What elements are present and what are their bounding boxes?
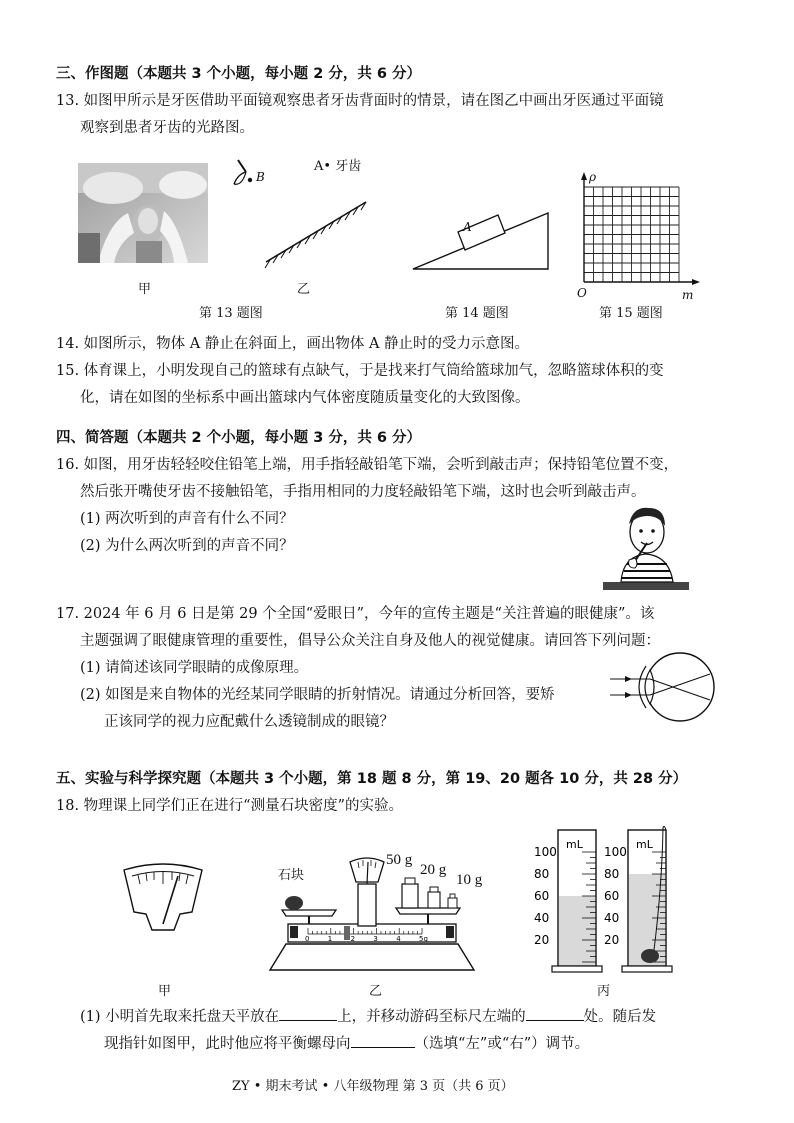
cylinder-tick-label: 100: [534, 845, 557, 859]
q18-label-bing: 丙: [597, 984, 611, 999]
q18-sub1-part-c: 处。随后发: [583, 1009, 657, 1025]
q16-boy-pencil-illustration: [603, 498, 689, 590]
q18-sub1-line1: [80, 1005, 656, 1026]
q16-sub2: (2) 为什么两次听到的声音不同？: [80, 538, 294, 554]
q14-caption: 第 14 题图: [445, 306, 509, 321]
q14-text: 14. 如图所示，物体 A 静止在斜面上，画出物体 A 静止时的受力示意图。: [56, 336, 530, 352]
q18-sub1-part-a: (1) 小明首先取来托盘天平放在: [80, 1009, 280, 1025]
q16-text-line2: 然后张开嘴使牙齿不接触铅笔，手指用相同的力度轻敲铅笔下端，这时也会听到敲击声。: [80, 484, 646, 500]
q18-weight-20g: 20 g: [420, 862, 447, 878]
q18-sub1-part-b: 上，并移动游码至标尺左端的: [337, 1009, 526, 1025]
q18-sub1-line2: [104, 1032, 589, 1053]
q18-weight-50g: 50 g: [386, 852, 413, 868]
cylinder-tick-label: 60: [534, 889, 550, 903]
q18-blank-direction[interactable]: [351, 1033, 415, 1048]
balance-scale-tick-label: 3: [373, 935, 378, 943]
q18-label-jia: 甲: [158, 984, 172, 999]
q18-text: 18. 物理课上同学们正在进行“测量石块密度”的实验。: [56, 798, 403, 814]
q17-sub2-line2: 正该同学的视力应配戴什么透镜制成的眼镜？: [104, 714, 394, 730]
q18-blank-surface[interactable]: [279, 1006, 337, 1021]
q15-text-line1: 15. 体育课上，小明发现自己的篮球有点缺气，于是找来打气筒给篮球加气，忽略篮球体积的变: [56, 363, 664, 379]
q13-label-yi: 乙: [297, 282, 311, 297]
q15-text-line2: 化，请在如图的坐标系中画出篮球内气体密度随质量变化的大致图像。: [80, 390, 530, 406]
q17-text-line1: 17. 2024 年 6 月 6 日是第 29 个全国“爱眼日”，今年的宣传主题是“关注普遍的眼健康”。该: [56, 606, 655, 622]
cylinder-tick-label: 60: [604, 889, 620, 903]
q13-text-line1: 13. 如图甲所示是牙医借助平面镜观察患者牙齿背面时的情景，请在图乙中画出牙医通过平面镜: [56, 93, 664, 109]
q13-point-b-label: B: [256, 170, 265, 184]
q15-axis-rho: ρ: [589, 170, 597, 184]
q18-sub1-part-e: （选填“左”或“右”）调节。: [414, 1036, 590, 1052]
cylinder-tick-label: 20: [604, 933, 620, 947]
q17-eye-refraction-diagram: [610, 648, 716, 726]
q18-blank-zero-mark[interactable]: [526, 1006, 584, 1021]
q18-weight-10g: 10 g: [456, 872, 483, 888]
q13-dentist-photo: [78, 163, 208, 263]
q14-incline-diagram: [408, 205, 553, 273]
q18-sub1-part-d: 现指针如图甲，此时他应将平衡螺母向: [104, 1036, 351, 1052]
q16-sub1: (1) 两次听到的声音有什么不同？: [80, 511, 294, 527]
cylinder-tick-label: 80: [604, 867, 620, 881]
q18-stone-label: 石块: [278, 868, 305, 883]
section-3-title: 三、作图题（本题共 3 个小题，每小题 2 分，共 6 分）: [56, 66, 422, 82]
q18-label-yi: 乙: [369, 984, 383, 999]
q18-measuring-cylinders: [530, 826, 700, 974]
q15-axis-m: m: [682, 288, 694, 302]
q13-caption: 第 13 题图: [199, 306, 263, 321]
q13-label-jia: 甲: [138, 282, 152, 297]
q15-caption: 第 15 题图: [599, 306, 663, 321]
q13-point-a-tooth-label: A• 牙齿: [314, 159, 362, 174]
balance-scale-tick-label: 4: [396, 935, 401, 943]
cylinder-tick-label: 40: [534, 911, 550, 925]
q15-origin: O: [577, 286, 587, 300]
section-4-title: 四、简答题（本题共 2 个小题，每小题 3 分，共 6 分）: [56, 430, 422, 446]
cylinder-tick-label: 20: [534, 933, 550, 947]
q17-sub2-line1: (2) 如图是来自物体的光经某同学眼睛的折射情况。请通过分析回答，要矫: [80, 687, 555, 703]
q14-object-a-label: A: [463, 220, 472, 234]
q15-coordinate-grid: [572, 170, 702, 290]
q17-sub1: (1) 请简述该同学眼睛的成像原理。: [80, 660, 309, 676]
q17-text-line2: 主题强调了眼健康管理的重要性，倡导公众关注自身及他人的视觉健康。请回答下列问题：: [80, 633, 660, 649]
cylinder-tick-label: 100: [604, 845, 627, 859]
section-5-title: 五、实验与科学探究题（本题共 3 个小题，第 18 题 8 分，第 19、20 题各 10 分，共 28 分）: [56, 771, 688, 787]
balance-scale-tick-label: 1: [327, 935, 333, 943]
q13-text-line2: 观察到患者牙齿的光路图。: [80, 120, 254, 136]
balance-scale-tick-label: 0: [305, 935, 310, 943]
balance-scale-tick-label: 2: [350, 935, 356, 943]
balance-scale-tick-label: 5g: [419, 935, 428, 943]
cylinder-tick-label: 40: [604, 911, 620, 925]
cyl2-unit-label: mL: [636, 838, 653, 851]
q16-text-line1: 16. 如图，用牙齿轻轻咬住铅笔上端，用手指轻敲铅笔下端，会听到敲击声；保持铅笔位置不变，: [56, 457, 679, 473]
cylinder-tick-label: 80: [534, 867, 550, 881]
q18-pointer-scale: [120, 862, 206, 932]
page-footer: ZY • 期末考试 • 八年级物理 第 3 页（共 6 页）: [232, 1079, 514, 1094]
cyl1-water-level: [559, 896, 595, 965]
cyl1-unit-label: mL: [566, 838, 583, 851]
